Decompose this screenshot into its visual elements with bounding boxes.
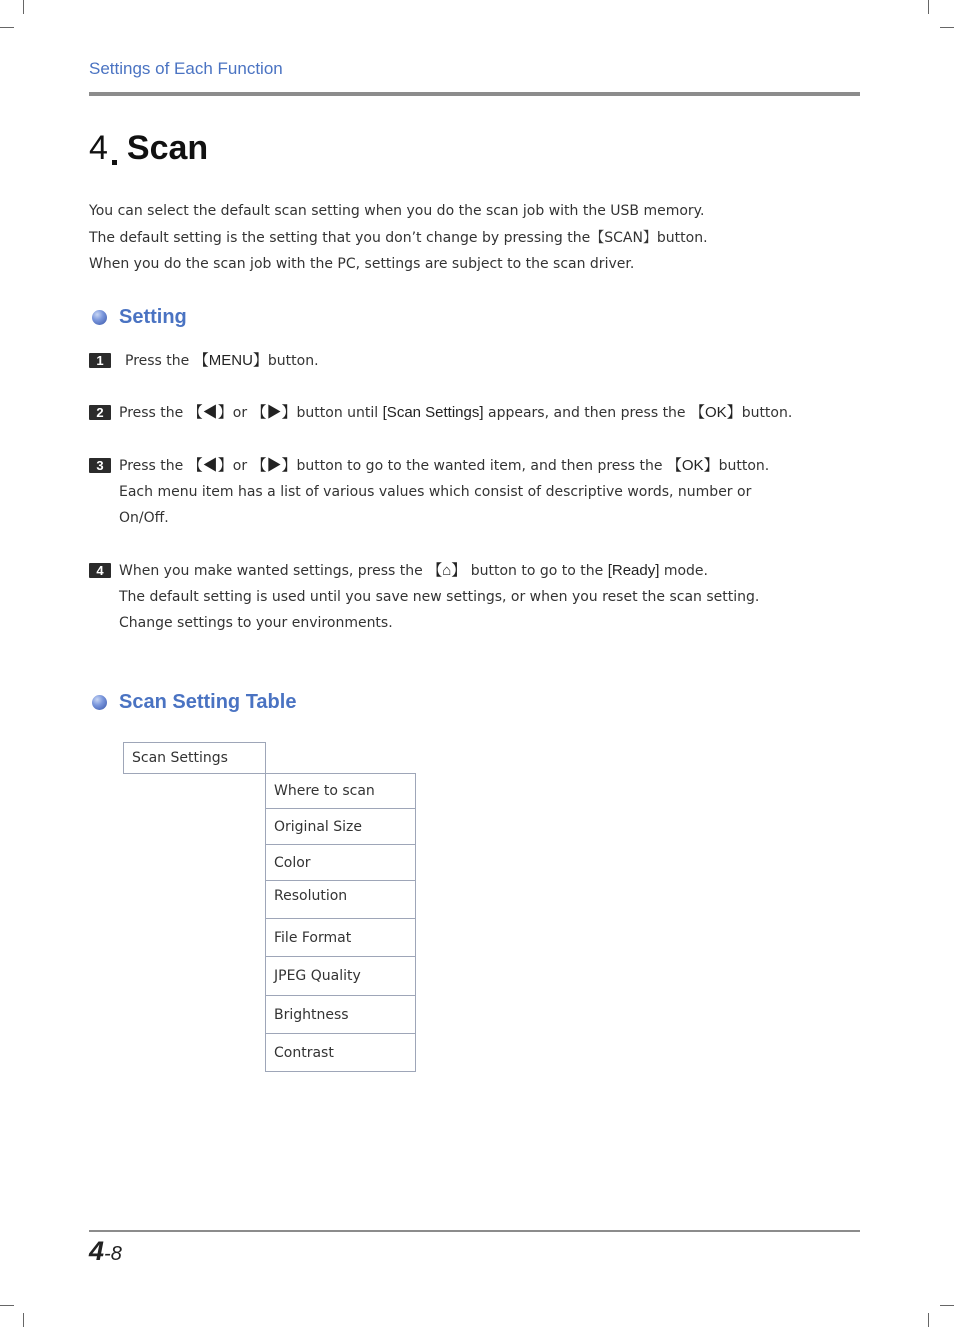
step-text: Change settings to your environments. <box>119 615 393 631</box>
step-number-badge: 4 <box>89 563 111 578</box>
step-line <box>119 561 708 581</box>
key-label: 【OK】 <box>666 457 719 474</box>
crop-mark <box>928 0 929 14</box>
step-text: The default setting is used until you save new settings, or when you reset the scan setting. <box>119 589 760 605</box>
step-text: When you make wanted settings, press the <box>119 563 428 579</box>
crop-mark <box>23 1313 24 1327</box>
key-label: [Scan Settings] <box>382 404 484 421</box>
step-line <box>119 403 792 423</box>
intro-line: The default setting is the setting that you don’t change by pressing the【SCAN】button. <box>89 229 708 246</box>
key-label: 【◀】 <box>187 404 233 421</box>
step-text: button. <box>267 353 319 369</box>
step-text: button until <box>296 405 383 421</box>
table-root-cell: Scan Settings <box>123 742 266 774</box>
footer-rule <box>89 1230 860 1232</box>
crop-mark <box>928 1313 929 1327</box>
table-item-cell: Original Size <box>265 808 416 845</box>
step-text: mode. <box>659 563 708 579</box>
setting-heading <box>92 306 187 329</box>
setting-heading-text: Setting <box>119 306 187 328</box>
step-text: Press the <box>125 353 194 369</box>
page-number-chapter: 4 <box>89 1236 105 1266</box>
table-item-cell: JPEG Quality <box>265 956 416 996</box>
page-number <box>89 1236 122 1267</box>
crop-mark <box>23 0 24 14</box>
step-text: button to go to the <box>466 563 608 579</box>
step-text: or <box>232 405 252 421</box>
bullet-icon <box>92 695 107 710</box>
scan-table-heading <box>92 691 296 714</box>
table-item-cell: Contrast <box>265 1033 416 1072</box>
running-header: Settings of Each Function <box>89 59 283 78</box>
step-text: Press the <box>119 458 188 474</box>
chapter-dot <box>112 160 117 165</box>
step-text: button. <box>718 458 770 474</box>
step-line <box>119 508 169 528</box>
step-text: On/Off. <box>119 510 169 526</box>
step-line <box>119 587 759 607</box>
key-label: 【▶】 <box>251 457 297 474</box>
key-label: 【◀】 <box>187 457 233 474</box>
crop-mark <box>940 1305 954 1306</box>
key-label: [Ready] <box>607 562 660 579</box>
table-item-cell: Color <box>265 844 416 881</box>
chapter-name: Scan <box>126 129 209 167</box>
intro-paragraph <box>89 201 708 281</box>
step-line <box>125 351 319 371</box>
step-text: Each menu item has a list of various values which consist of descriptive words, number or <box>119 484 752 500</box>
page-number-page: -8 <box>104 1243 122 1265</box>
key-label: 【OK】 <box>690 404 742 421</box>
step-number-badge: 2 <box>89 405 111 420</box>
crop-mark <box>0 27 14 28</box>
step-text: button. <box>741 405 793 421</box>
key-label: 【⌂】 <box>427 562 467 579</box>
crop-mark <box>940 27 954 28</box>
header-rule <box>89 92 860 96</box>
step-text: button to go to the wanted item, and then press the <box>296 458 667 474</box>
step-number-badge: 3 <box>89 458 111 473</box>
chapter-number: 4 <box>89 129 108 167</box>
step-text: appears, and then press the <box>483 405 690 421</box>
step-line <box>119 456 769 476</box>
bullet-icon <box>92 310 107 325</box>
step-line <box>119 613 393 633</box>
crop-mark <box>0 1305 14 1306</box>
intro-line: You can select the default scan setting when you do the scan job with the USB memory. <box>89 203 705 219</box>
table-item-cell: Resolution <box>265 880 416 919</box>
key-label: 【MENU】 <box>193 352 268 369</box>
step-text: or <box>232 458 252 474</box>
table-item-cell: File Format <box>265 918 416 957</box>
step-text: Press the <box>119 405 188 421</box>
scan-table-heading-text: Scan Setting Table <box>119 691 297 713</box>
step-number-badge: 1 <box>89 353 111 368</box>
step-line <box>119 482 751 502</box>
table-item-cell: Where to scan <box>265 773 416 809</box>
intro-line: When you do the scan job with the PC, settings are subject to the scan driver. <box>89 256 635 272</box>
table-item-cell: Brightness <box>265 995 416 1034</box>
chapter-title <box>89 129 208 168</box>
key-label: 【▶】 <box>251 404 297 421</box>
